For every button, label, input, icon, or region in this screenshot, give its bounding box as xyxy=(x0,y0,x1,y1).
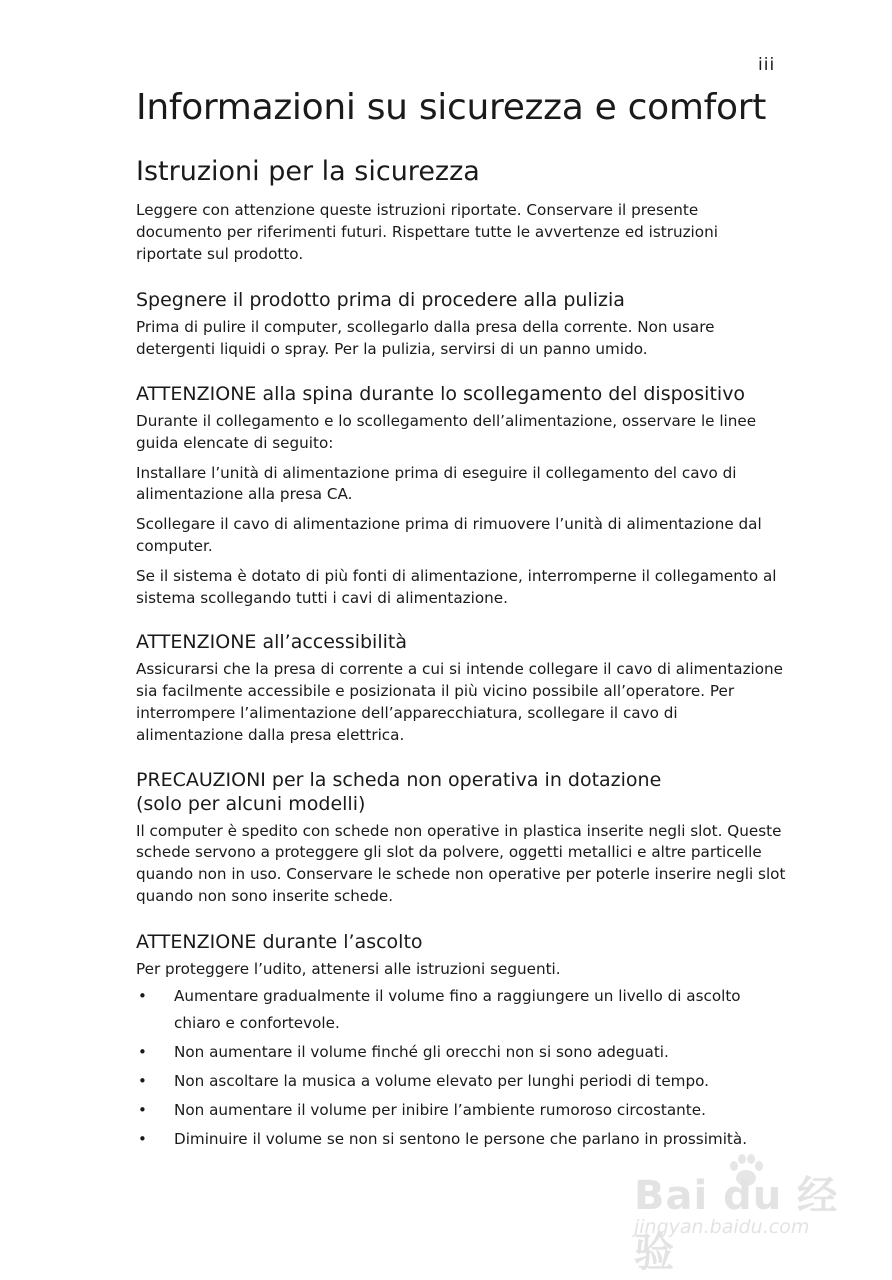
page-number: iii xyxy=(758,55,776,75)
paragraph: Durante il collegamento e lo scollegamento dell’alimentazione, osservare le linee guida elencate di seguito: xyxy=(136,411,757,452)
list-item-text: Diminuire il volume se non si sentono le persone che parlano in prossimità. xyxy=(174,1129,748,1148)
heading-line: PRECAUZIONI per la scheda non operativa in dotazione xyxy=(136,768,662,791)
bullet-list xyxy=(136,983,786,1153)
bullet-icon: • xyxy=(138,1071,147,1090)
watermark xyxy=(632,1150,842,1276)
section-heading-accessibility: ATTENZIONE all’accessibilità xyxy=(136,631,407,654)
section-heading-plug: ATTENZIONE alla spina durante lo scollegamento del dispositivo xyxy=(136,382,746,405)
bullet-icon: • xyxy=(138,986,147,1005)
paragraph: Scollegare il cavo di alimentazione prima di rimuovere l’unità di alimentazione dal computer. xyxy=(136,515,762,555)
paragraph: Installare l’unità di alimentazione prima di eseguire il collegamento del cavo di alimentazione alla presa CA. xyxy=(136,463,737,504)
section-dummy-card xyxy=(136,768,786,908)
list-item xyxy=(136,1126,786,1153)
watermark-logo: Bai du 经验 xyxy=(634,1173,839,1276)
list-item xyxy=(136,1097,786,1124)
list-item xyxy=(136,1068,786,1095)
list-item xyxy=(136,983,786,1037)
section-accessibility xyxy=(136,630,786,746)
paragraph: Se il sistema è dotato di più fonti di alimentazione, interromperne il collegamento al sistema scollegando tutti i cavi di alimentazione. xyxy=(136,566,777,607)
list-item-text: Non ascoltare la musica a volume elevato per lunghi periodi di tempo. xyxy=(174,1071,709,1090)
paragraph: Prima di pulire il computer, scollegarlo dalla presa della corrente. Non usare detergenti liquidi o spray. Per la pulizia, servirsi di un panno umido. xyxy=(136,318,715,359)
section-heading-cleaning: Spegnere il prodotto prima di procedere alla pulizia xyxy=(136,289,625,312)
section-heading-listening: ATTENZIONE durante l’ascolto xyxy=(136,930,423,953)
document-body xyxy=(136,84,786,1155)
bullet-icon: • xyxy=(138,1129,147,1148)
bullet-icon: • xyxy=(138,1042,147,1061)
section-title: Istruzioni per la sicurezza xyxy=(136,156,480,187)
list-item-text: Aumentare gradualmente il volume fino a raggiungere un livello di ascolto chiaro e confortevole. xyxy=(174,986,741,1032)
list-item-text: Non aumentare il volume finché gli orecchi non si sono adeguati. xyxy=(174,1042,669,1061)
section-listening xyxy=(136,930,786,1153)
paragraph: Assicurarsi che la presa di corrente a cui si intende collegare il cavo di alimentazione sia facilmente accessibile e posizionata il più vicino possibile all’operatore. Per interrompere l’alimentazione dell’apparecchiatura, scollegare il cavo di alimentazione dalla presa elettrica. xyxy=(136,660,784,744)
intro-paragraph: Leggere con attenzione queste istruzioni riportate. Conservare il presente documento per riferimenti futuri. Rispettare tutte le avvertenze ed istruzioni riportate sul prodotto. xyxy=(136,201,718,263)
list-item-text: Non aumentare il volume per inibire l’ambiente rumoroso circostante. xyxy=(174,1100,706,1119)
section-heading-dummy-card xyxy=(136,768,786,816)
section-plug xyxy=(136,382,786,609)
section-cleaning xyxy=(136,288,786,361)
paragraph: Per proteggere l’udito, attenersi alle istruzioni seguenti. xyxy=(136,959,561,978)
heading-line: (solo per alcuni modelli) xyxy=(136,792,366,815)
list-item xyxy=(136,1039,786,1066)
paragraph: Il computer è spedito con schede non operative in plastica inserite negli slot. Queste schede servono a proteggere gli slot da polvere, oggetti metallici e altre particelle quando non in uso. Conservare le schede non operative per poterle inserire negli slot quando non sono inserite schede. xyxy=(136,821,786,905)
page-title: Informazioni su sicurezza e comfort xyxy=(136,87,767,128)
bullet-icon: • xyxy=(138,1100,147,1119)
watermark-url: jingyan.baidu.com xyxy=(634,1216,810,1238)
